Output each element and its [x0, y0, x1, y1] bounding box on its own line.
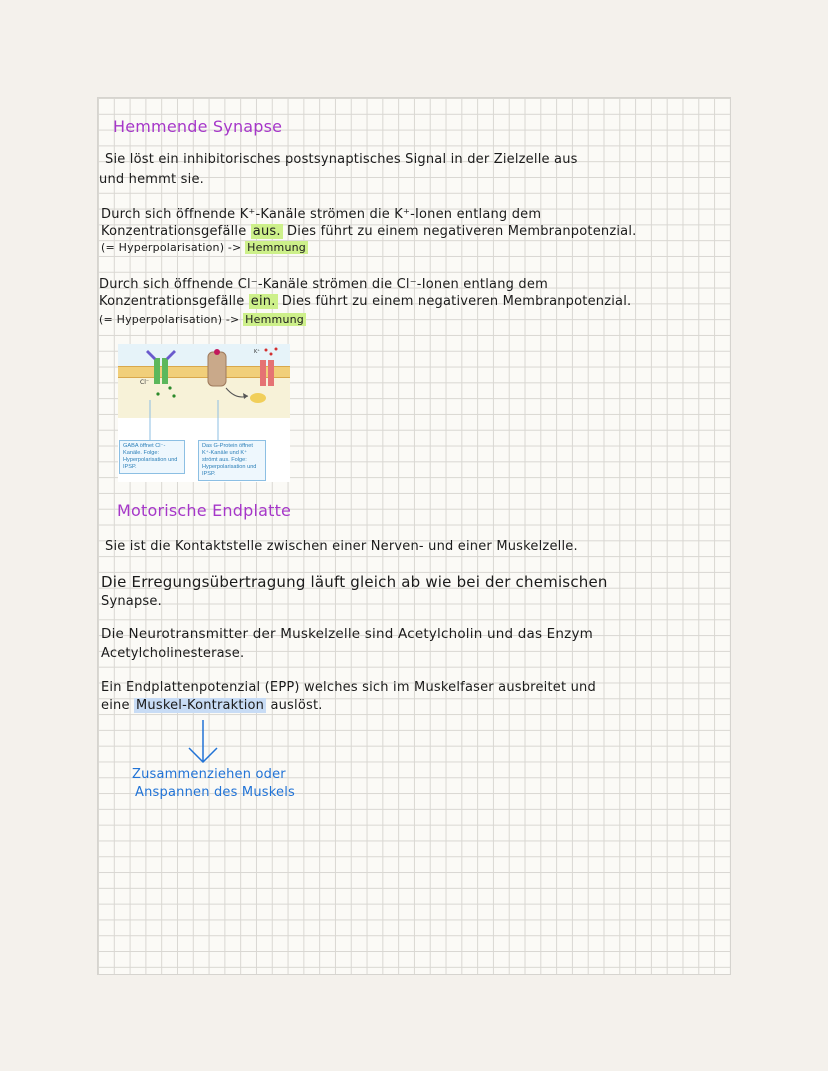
note-line-2: Anspannen des Muskels [135, 785, 296, 800]
k-channel-line-3: (= Hyperpolarisation) -> Hemmung [101, 241, 306, 254]
heading-hemmende-synapse: Hemmende Synapse [113, 117, 283, 136]
paragraph-neurotransmitter-line-2: Acetylcholinesterase. [101, 646, 245, 661]
paragraph-neurotransmitter-line-1: Die Neurotransmitter der Muskelzelle sind Acetylcholin und das Enzym [101, 626, 593, 642]
cl-ion-label: Cl⁻ [140, 379, 150, 386]
cl-channel-line-3: (= Hyperpolarisation) -> Hemmung [99, 313, 304, 326]
down-arrow-icon [183, 718, 223, 768]
k-ion-label: K⁺ [254, 349, 260, 355]
note-line-1: Zusammenziehen oder [132, 767, 286, 782]
highlight-hemmung-2: Hemmung [245, 313, 304, 326]
intro-line-2: und hemmt sie. [99, 172, 204, 187]
heading-motorische-endplatte: Motorische Endplatte [117, 501, 292, 520]
cl-channel-line-2: Konzentrationsgefälle ein. Dies führt zu einem negativeren Membranpotenzial. [99, 294, 632, 309]
figure-caption-g-protein: Das G-Protein öffnet K⁺-Kanäle und K⁺ strömt aus. Folge: Hyperpolarisation und IPSP. [198, 440, 266, 481]
paragraph-erregung-line-2: Synapse. [101, 594, 162, 609]
intro-line-1: Sie löst ein inhibitorisches postsynaptisches Signal in der Zielzelle aus [105, 152, 578, 167]
figure-caption-gaba: GABA öffnet Cl⁻-Kanäle. Folge: Hyperpolarisation und IPSP. [119, 440, 185, 474]
highlight-aus: aus. [252, 224, 281, 239]
highlight-muskel-kontraktion: Muskel-Kontraktion [136, 698, 265, 713]
highlight-hemmung: Hemmung [247, 241, 306, 254]
paragraph-kontaktstelle: Sie ist die Kontaktstelle zwischen einer Nerven- und einer Muskelzelle. [105, 539, 578, 554]
paragraph-epp-line-1: Ein Endplattenpotenzial (EPP) welches sich im Muskelfaser ausbreitet und [101, 680, 596, 695]
paragraph-erregung-line-1: Die Erregungsübertragung läuft gleich ab wie bei der chemischen [101, 573, 608, 591]
g-protein-receptor-icon [208, 349, 266, 403]
cl-channel-icon [146, 350, 176, 444]
k-channel-line-1: Durch sich öffnende K⁺-Kanäle strömen die K⁺-Ionen entlang dem [101, 207, 542, 222]
k-channel-line-2: Konzentrationsgefälle aus. Dies führt zu einem negativeren Membranpotenzial. [101, 224, 637, 239]
highlight-ein: ein. [250, 294, 276, 309]
synapse-figure [118, 344, 290, 482]
cl-channel-line-1: Durch sich öffnende Cl⁻-Kanäle strömen die Cl⁻-Ionen entlang dem [99, 277, 548, 292]
paragraph-epp-line-2: eine Muskel-Kontraktion auslöst. [101, 698, 323, 713]
